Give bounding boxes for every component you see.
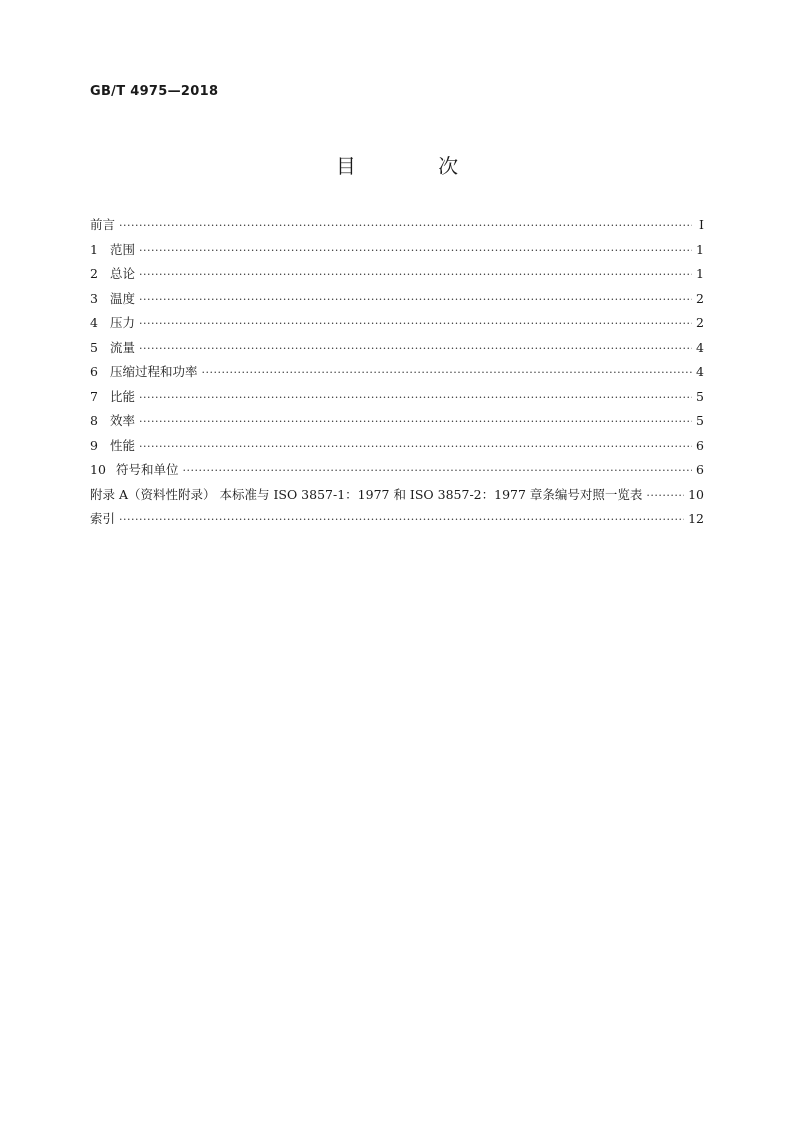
- toc-leader-dots: [139, 391, 692, 404]
- toc-entry-9[interactable]: [90, 436, 704, 461]
- toc-entry-2[interactable]: [90, 264, 704, 289]
- toc-leader-dots: [139, 268, 692, 281]
- toc-entry-number: 3: [90, 290, 98, 306]
- toc-entry-number: 2: [90, 266, 98, 281]
- toc-entry-7[interactable]: [90, 387, 704, 412]
- toc-entry-page: 2: [696, 315, 704, 330]
- toc-entry-number: 9: [90, 437, 98, 453]
- toc-entry-label: 前言: [90, 217, 116, 232]
- toc-entry-page: 10: [688, 486, 704, 502]
- toc-entry-page: 6: [696, 437, 704, 453]
- toc-entry-label: 附录 A（资料性附录） 本标准与 ISO 3857-1：1977 和 ISO 3857-2：1977 章条编号对照一览表: [90, 486, 643, 502]
- toc-entry-number: 5: [90, 339, 98, 355]
- toc-entry-page: 5: [696, 388, 704, 404]
- toc-entry-6[interactable]: [90, 362, 704, 387]
- toc-leader-dots: [139, 317, 692, 330]
- toc-entry-page: 2: [696, 290, 704, 306]
- toc-entry-label: 压缩过程和功率: [110, 364, 198, 379]
- toc-entry-page: 1: [696, 266, 704, 281]
- toc-entry-label: 总论: [110, 266, 136, 281]
- toc-leader-dots: [139, 293, 692, 306]
- toc-entry-label: 比能: [110, 388, 136, 404]
- toc-entry-number: 10: [90, 462, 106, 477]
- toc-entry-page: 5: [696, 413, 704, 428]
- toc-leader-dots: [139, 440, 692, 453]
- standard-code: GB/T 4975—2018: [90, 84, 219, 99]
- toc-entry-preface[interactable]: [90, 215, 704, 240]
- toc-leader-dots: [202, 366, 692, 379]
- toc-leader-dots: [139, 342, 692, 355]
- toc-entry-label: 温度: [110, 290, 136, 306]
- toc-entry-page: 4: [696, 339, 704, 355]
- toc-entry-index[interactable]: [90, 509, 704, 534]
- toc-entry-4[interactable]: [90, 313, 704, 338]
- toc-leader-dots: [119, 219, 692, 232]
- toc-entry-3[interactable]: [90, 289, 704, 314]
- toc-leader-dots: [119, 513, 684, 526]
- toc-entry-number: 4: [90, 315, 98, 330]
- toc-entry-appendix-a[interactable]: [90, 485, 704, 510]
- toc-entry-5[interactable]: [90, 338, 704, 363]
- toc-leader-dots: [183, 464, 692, 477]
- toc-entry-page: 1: [696, 241, 704, 257]
- toc-entry-number: 1: [90, 241, 98, 257]
- toc-leader-dots: [646, 489, 684, 502]
- toc-entry-number: 7: [90, 388, 98, 404]
- toc-entry-page: Ⅰ: [699, 217, 704, 232]
- toc-entry-1[interactable]: [90, 240, 704, 265]
- toc-entry-label: 流量: [110, 339, 136, 355]
- toc-entry-8[interactable]: [90, 411, 704, 436]
- page-title: 目 次: [335, 154, 497, 178]
- toc-entry-label: 压力: [110, 315, 136, 330]
- table-of-contents: [90, 215, 704, 534]
- toc-entry-label: 符号和单位: [116, 462, 179, 477]
- toc-entry-label: 索引: [90, 511, 116, 526]
- toc-entry-label: 效率: [110, 413, 136, 428]
- toc-entry-label: 性能: [110, 437, 136, 453]
- toc-entry-number: 8: [90, 413, 98, 428]
- toc-leader-dots: [139, 244, 692, 257]
- toc-leader-dots: [139, 415, 692, 428]
- toc-entry-number: 6: [90, 364, 98, 379]
- toc-entry-page: 4: [696, 364, 704, 379]
- toc-entry-label: 范围: [110, 241, 136, 257]
- toc-entry-page: 6: [696, 462, 704, 477]
- toc-entry-page: 12: [688, 511, 704, 526]
- toc-entry-10[interactable]: [90, 460, 704, 485]
